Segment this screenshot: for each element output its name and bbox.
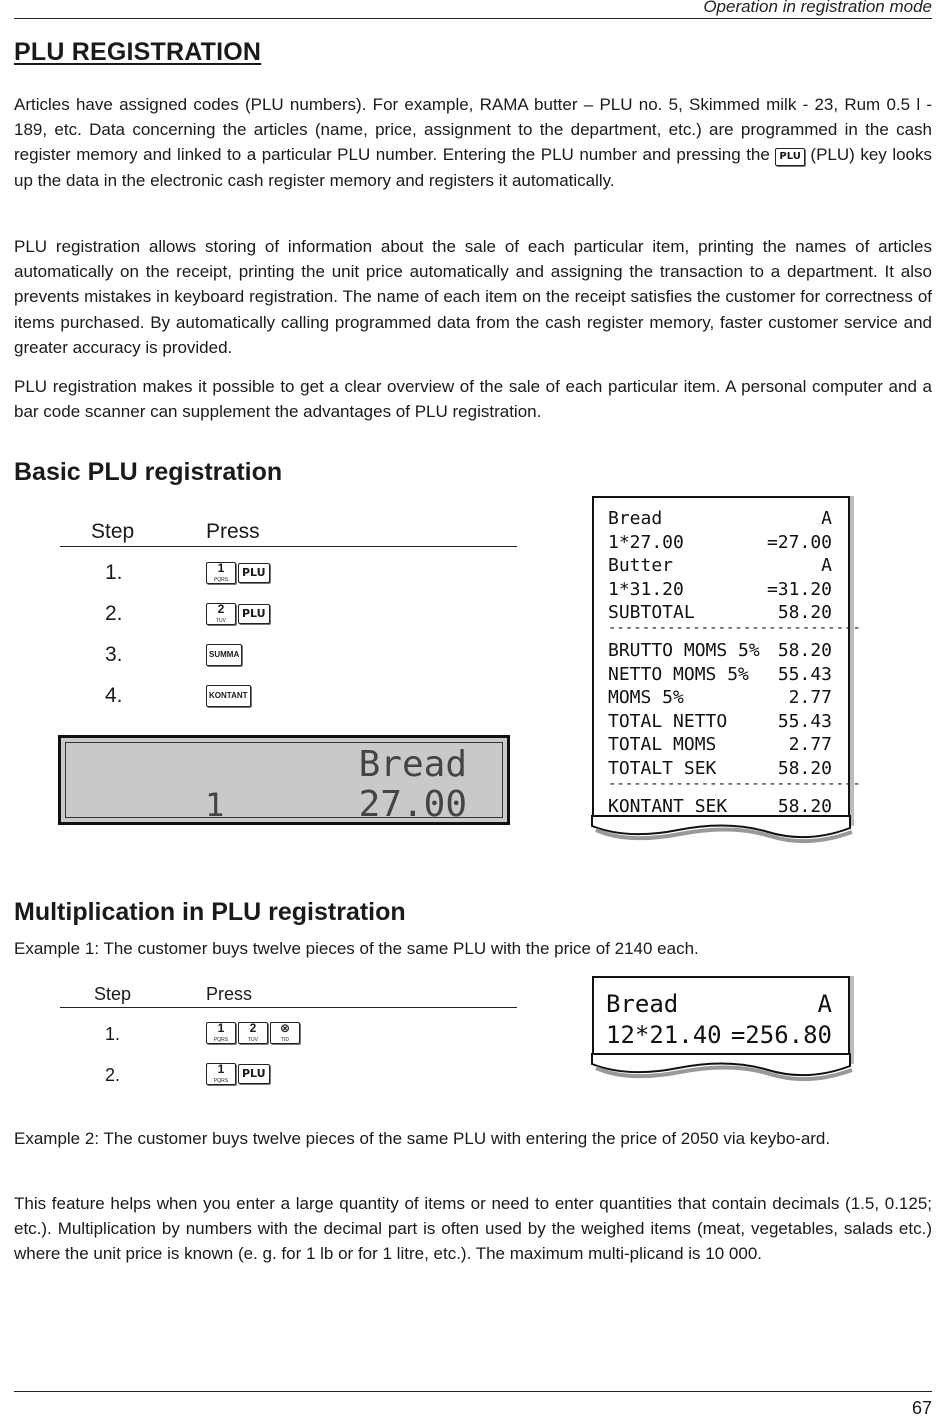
receipt-lines: [608, 508, 861, 819]
plu-key-icon: PLU: [238, 1064, 270, 1084]
step-row: [60, 677, 517, 718]
plu-key-icon: PLU: [238, 563, 270, 583]
receipt-line: TOTAL MOMS 2.77: [608, 734, 832, 755]
multiplication-receipt: [592, 976, 850, 1064]
step-keys: [206, 644, 242, 666]
step-row: [60, 1057, 517, 1098]
basic-steps-table: [60, 514, 517, 718]
step-column-header: Step: [94, 984, 132, 1004]
receipt-separator: ------------------------------: [608, 620, 861, 636]
key-1-icon: 1 PQRS: [206, 562, 236, 584]
press-column-header: Press: [206, 520, 260, 543]
steps-header: [60, 980, 517, 1008]
receipt-line: TOTALT SEK 58.20: [608, 757, 832, 779]
step-number: 2.: [105, 602, 123, 625]
display-amount: 27.00: [358, 784, 467, 825]
intro-text-before-key: Articles have assigned codes (PLU numbers). For example, RAMA butter – PLU no. 5, Skimmed milk - 23, Rum 0.5 l - 189, etc. Data concerning the articles (name, price, assignment to the department, etc.) are programmed in the cash register memory and linked to a particular PLU number. Entering the PLU number and pressing the: [14, 95, 932, 165]
step-number: 2.: [105, 1065, 121, 1085]
step-row: [60, 636, 517, 677]
receipt-line: KONTANT SEK 58.20: [608, 795, 832, 817]
multiply-key-icon: ⊗ TID: [270, 1022, 300, 1044]
receipt-line: Bread A: [608, 508, 832, 529]
basic-plu-heading: Basic PLU registration: [14, 458, 283, 486]
receipt-line: 1*31.20 =31.20: [608, 578, 832, 600]
intro-text-after-key: (PLU) key looks up the data in the electronic cash register memory and registers it automatically.: [14, 145, 933, 190]
section-header: Operation in registration mode: [703, 0, 932, 16]
step-keys: [206, 1022, 302, 1044]
step-row: [60, 1016, 517, 1057]
receipt-line: MOMS 5% 2.77: [608, 687, 832, 708]
step-keys: [206, 685, 251, 707]
step-number: 1.: [105, 561, 123, 584]
receipt-line: Bread A: [606, 990, 832, 1018]
display-item-name: Bread: [358, 744, 467, 785]
intro-paragraph-1: [14, 92, 932, 193]
step-keys: [206, 1063, 270, 1085]
step-number: 3.: [105, 643, 123, 666]
register-display: [58, 735, 510, 825]
receipt-line: 1*27.00 =27.00: [608, 531, 832, 553]
step-keys: [206, 603, 270, 625]
header-rule: [14, 18, 932, 19]
summa-key-icon: SUMMA: [206, 644, 242, 666]
step-keys: [206, 562, 270, 584]
page-number: 67: [911, 1398, 932, 1418]
display-quantity: 1: [205, 786, 225, 824]
example-1-text: Example 1: The customer buys twelve pieces of the same PLU with the price of 2140 each.: [14, 939, 699, 958]
step-number: 1.: [105, 1024, 121, 1044]
key-1-icon: 1 PQRS: [206, 1022, 236, 1044]
kontant-key-icon: KONTANT: [206, 685, 251, 707]
intro-paragraph-3: PLU registration makes it possible to get a clear overview of the sale of each particular item. A personal computer and a bar code scanner can supplement the advantages of PLU registration.: [14, 377, 932, 422]
receipt-line: Butter A: [608, 555, 832, 576]
plu-key-icon: PLU: [775, 148, 804, 166]
basic-receipt: [592, 496, 861, 826]
plu-key-icon: PLU: [238, 604, 270, 624]
key-2-icon: 2 TUV: [238, 1022, 268, 1044]
step-number: 4.: [105, 684, 123, 707]
footer-rule: [14, 1391, 932, 1392]
page-title: PLU REGISTRATION: [14, 38, 262, 66]
receipt-line: SUBTOTAL 58.20: [608, 602, 832, 623]
receipt-torn-edge: [588, 814, 858, 844]
example-2-text: Example 2: The customer buys twelve pieces of the same PLU with entering the price of 2050 via keybo-ard.: [14, 1129, 831, 1148]
steps-header: [60, 514, 517, 547]
receipt-line: TOTAL NETTO 55.43: [608, 710, 832, 732]
intro-paragraph-2: PLU registration allows storing of information about the sale of each particular item, printing the names of articles automatically on the receipt, printing the unit price automatically and assigning the transaction to a department. It also prevents mistakes in keyboard registration. The name of each item on the receipt satisfies the customer for correctness of items purchased. By automatically calling programmed data from the cash register memory, faster customer service and greater accuracy is provided.: [14, 237, 932, 357]
receipt-torn-edge: [588, 1052, 858, 1082]
step-column-header: Step: [91, 520, 135, 543]
receipt-line: BRUTTO MOMS 5% 58.20: [608, 640, 832, 661]
multiplication-heading: Multiplication in PLU registration: [14, 898, 406, 926]
key-2-icon: 2 TUV: [206, 603, 236, 625]
receipt-line: NETTO MOMS 5% 55.43: [608, 663, 832, 685]
step-row: [60, 554, 517, 595]
receipt-lines: [606, 990, 832, 1052]
press-column-header: Press: [206, 984, 253, 1004]
key-1-icon: 1 PQRS: [206, 1063, 236, 1085]
feature-paragraph: This feature helps when you enter a large quantity of items or need to enter quantities that contain decimals (1.5, 0.125; etc.). Multiplication by numbers with the decimal part is often used by the weighed items (meat, vegetables, salads etc.) where the unit price is known (e. g. for 1 lb or for 1 litre, etc.). The maximum multi-plicand is 10 000.: [14, 1194, 932, 1264]
receipt-separator: ------------------------------: [608, 775, 861, 792]
multiplication-steps-table: [60, 980, 517, 1098]
step-row: [60, 595, 517, 636]
receipt-line: 12*21.40 =256.80: [606, 1021, 832, 1049]
